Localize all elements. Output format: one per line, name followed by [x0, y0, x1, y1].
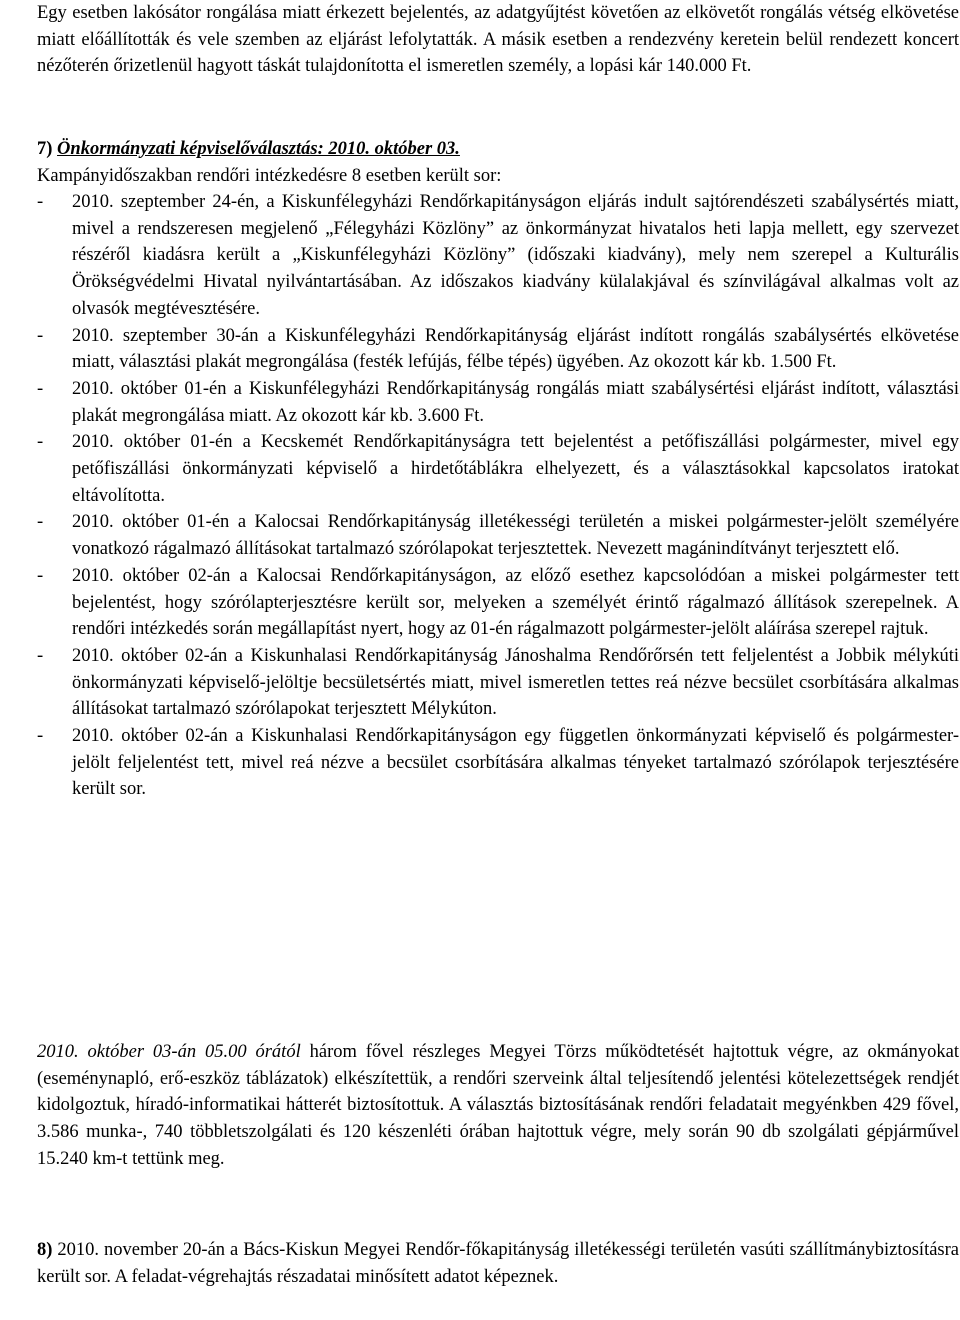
list-dash: -	[37, 432, 44, 453]
list-dash: -	[37, 325, 44, 346]
list-dash: -	[37, 378, 44, 399]
section-7-list	[37, 189, 959, 803]
list-dash: -	[37, 726, 44, 747]
list-item	[37, 509, 959, 562]
section-8-text: 2010. november 20-án a Bács-Kiskun Megyei Rendőr-főkapitányság illetékességi területén vasúti szállítmánybiztosításra került sor. A feladat-végrehajtás részadatai minősített adatot képeznek.	[37, 1240, 959, 1287]
list-dash: -	[37, 645, 44, 666]
list-dash: -	[37, 192, 44, 212]
list-item	[37, 376, 959, 429]
section-7-heading	[37, 136, 959, 163]
closing-lead: 2010. október 03-án 05.00 órától	[37, 1042, 301, 1062]
section-8-paragraph	[37, 1237, 959, 1290]
list-item	[37, 189, 959, 323]
list-item-text: 2010. szeptember 30-án a Kiskunfélegyházi Rendőrkapitányság eljárást indított rongálás szabálysértés elkövetése miatt, választási plakát megrongálása (festék lefújás, félbe tépés) ügyében. Az okozott kár kb. 1.500 Ft.	[72, 325, 959, 373]
list-item-text: 2010. október 01-én a Kecskemét Rendőrkapitányságra tett bejelentést a petőfiszállási polgármester, mivel egy petőfiszállási önkormányzati képviselő a hirdetőtáblákra elhelyezett, és a választásokkal kapcsolatos iratokat eltávolította.	[72, 432, 959, 506]
closing-rest: három fővel részleges Megyei Törzs működtetését hajtottuk végre, az okmányokat (eseménynapló, erő-eszköz táblázatok) elkészítettük, a rendőri szerveink által teljesítendő jelentési kötelezettségek rendjét kidolgoztuk, híradó-informatikai hátterét biztosítottuk. A választás biztosításának rendőri feladatait megyénkben 429 fővel, 3.586 munka-, 740 többletszolgálati és 120 készenléti órában hajtottuk végre, mely során 90 db szolgálati gépjárművel 15.240 km-t tettünk meg.	[37, 1042, 959, 1169]
section-7-subtitle: Kampányidőszakban rendőri intézkedésre 8 esetben került sor:	[37, 165, 502, 186]
list-item-text: 2010. október 01-én a Kiskunfélegyházi Rendőrkapitányság rongálás miatt szabálysértési eljárást indított, választási plakát megrongálása miatt. Az okozott kár kb. 3.600 Ft.	[72, 378, 959, 426]
list-item	[37, 643, 959, 723]
list-item-text: 2010. október 02-án a Kiskunhalasi Rendőrkapitányság Jánoshalma Rendőrőrsén tett feljelentést a Jobbik mélykúti önkormányzati képviselő-jelöltje becsületsértés miatt, mivel ismeretlen tettes reá nézve becsület csorbítására alkalmas állításokat tartalmazó szórólapokat terjesztett Mélykúton.	[72, 645, 959, 720]
section-7-number: 7)	[37, 139, 53, 159]
section-7-title: Önkormányzati képviselőválasztás: 2010. október 03.	[57, 139, 460, 159]
list-item	[37, 563, 959, 643]
intro-paragraph: Egy esetben lakósátor rongálása miatt érkezett bejelentés, az adatgyűjtést követően az elkövetőt rongálás vétség elkövetése miatt előállították és vele szemben az eljárást lefolytatták. A másik esetben a rendezvény keretein belül rendezett koncert nézőterén őrizetlenül hagyott táskát tulajdonította el ismeretlen személy, a lopási kár 140.000 Ft.	[37, 3, 959, 77]
list-dash: -	[37, 565, 44, 586]
list-item-text: 2010. október 02-án a Kalocsai Rendőrkapitányságon, az előző esethez kapcsolódóan a miskei polgármester tett bejelentést, hogy szórólapterjesztésre került sor, melyeken a személyét érintő rágalmazó állítások szerepelnek. A rendőri intézkedés során megállapítást nyert, hogy az 01-én rágalmazott polgármester-jelölt aláírása szerepel rajtuk.	[72, 565, 959, 640]
section-8-number: 8)	[37, 1240, 53, 1260]
list-item-text: 2010. szeptember 24-én, a Kiskunfélegyházi Rendőrkapitányságon eljárás indult sajtórendészeti szabálysértés miatt, mivel a rendszeresen megjelenő „Félegyházi Közlöny” az önkormányzat hivatalos heti lapja mellett, egy szervezet részéről kiadásra került a „Kiskunfélegyházi Közlöny” (időszaki kiadvány), mely nem szerepel a Kulturális Örökségvédelmi Hivatal nyilvántartásában. Az időszakos kiadvány külalakjával és színvilágával alkalmas volt az olvasók megtévesztésére.	[72, 192, 959, 319]
list-item	[37, 723, 959, 803]
intro-block	[37, 0, 959, 80]
list-dash: -	[37, 512, 44, 533]
closing-paragraph	[37, 1039, 959, 1173]
section-7-header	[37, 136, 959, 189]
section-8	[37, 1237, 959, 1290]
list-item	[37, 323, 959, 376]
section-7-closing	[37, 1039, 959, 1173]
list-item-text: 2010. október 02-án a Kiskunhalasi Rendőrkapitányságon egy független önkormányzati képviselő és polgármester-jelölt feljelentést tett, mivel reá nézve a becsület csorbítására alkalmas tényeket tartalmazó szórólapok terjesztésére került sor.	[72, 726, 959, 800]
list-item-text: 2010. október 01-én a Kalocsai Rendőrkapitányság illetékességi területén a miskei polgármester-jelölt személyére vonatkozó rágalmazó állításokat tartalmazó szórólapokat terjesztettek. Nevezett magánindítványt terjesztett elő.	[72, 512, 959, 560]
list-item	[37, 429, 959, 509]
